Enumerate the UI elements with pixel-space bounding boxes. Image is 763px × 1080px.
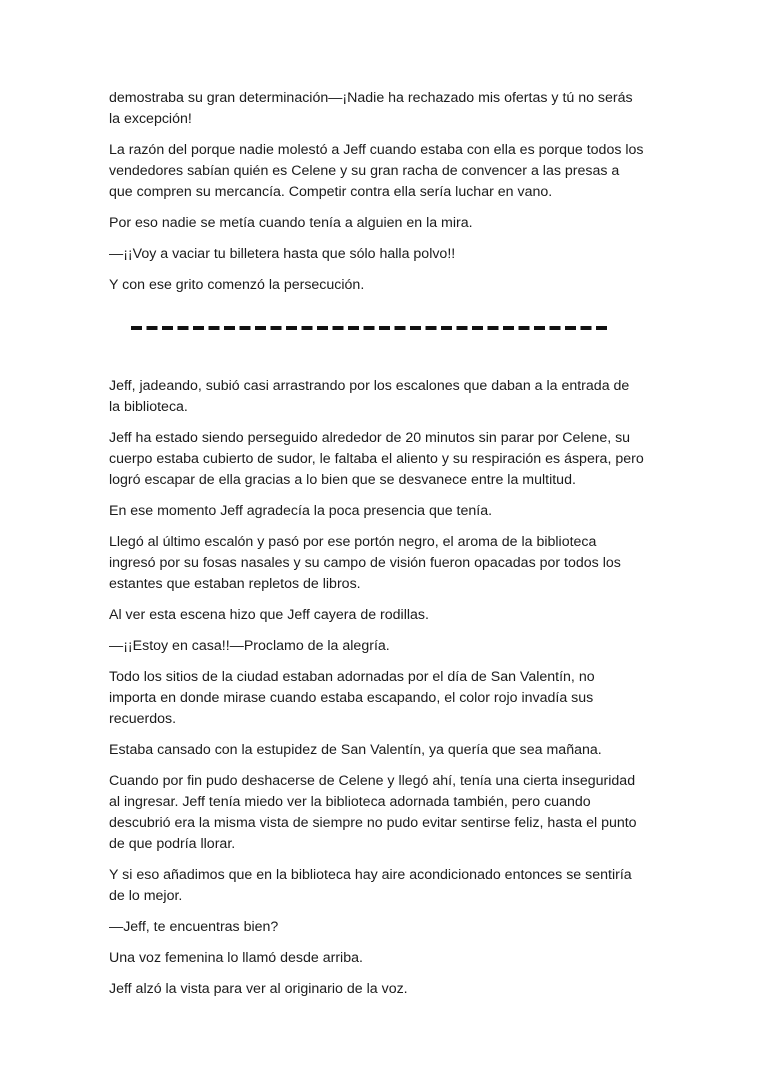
paragraph: demostraba su gran determinación—¡Nadie ha rechazado mis ofertas y tú no serás la excepción!	[109, 90, 633, 127]
paragraph: Todo los sitios de la ciudad estaban adornadas por el día de San Valentín, no importa en donde mirase cuando estaba escapando, el color rojo invadía sus recuerdos.	[109, 669, 595, 727]
paragraph: Llegó al último escalón y pasó por ese portón negro, el aroma de la biblioteca ingresó por su fosas nasales y su campo de visión fueron opacadas por todos los estantes que estaban repletos de libros.	[109, 534, 621, 592]
paragraph: La razón del porque nadie molestó a Jeff cuando estaba con ella es porque todos los vendedores sabían quién es Celene y su gran racha de convencer a las presas a que compren su mercancía. Competir contra ella sería luchar en vano.	[109, 142, 644, 200]
paragraph: —¡¡Estoy en casa!!—Proclamo de la alegría.	[109, 638, 390, 654]
dashed-divider-line	[131, 326, 610, 330]
paragraph: Estaba cansado con la estupidez de San Valentín, ya quería que sea mañana.	[109, 742, 602, 758]
paragraph: Jeff, jadeando, subió casi arrastrando por los escalones que daban a la entrada de la biblioteca.	[109, 378, 630, 415]
paragraph: Y con ese grito comenzó la persecución.	[109, 277, 365, 293]
paragraph: Cuando por fin pudo deshacerse de Celene y llegó ahí, tenía una cierta inseguridad al ingresar. Jeff tenía miedo ver la biblioteca adornada también, pero cuando descubrió era la misma vista de siempre no pudo evitar sentirse feliz, hasta el punto de que podría llorar.	[109, 773, 637, 852]
paragraph: Jeff alzó la vista para ver al originario de la voz.	[109, 981, 408, 997]
paragraph: Por eso nadie se metía cuando tenía a alguien en la mira.	[109, 215, 473, 231]
paragraph: —Jeff, te encuentras bien?	[109, 919, 279, 935]
paragraph: Jeff ha estado siendo perseguido alrededor de 20 minutos sin parar por Celene, su cuerpo estaba cubierto de sudor, le faltaba el aliento y su respiración es áspera, pero logró escapar de ella gracias a lo bien que se desvanece entre la multitud.	[109, 430, 644, 488]
paragraph: Y si eso añadimos que en la biblioteca hay aire acondicionado entonces se sentiría de lo mejor.	[109, 867, 632, 904]
paragraph: En ese momento Jeff agradecía la poca presencia que tenía.	[109, 503, 493, 519]
paragraph: Una voz femenina lo llamó desde arriba.	[109, 950, 363, 966]
document-page	[109, 88, 644, 1010]
paragraph: Al ver esta escena hizo que Jeff cayera de rodillas.	[109, 607, 429, 623]
section-separator	[109, 306, 644, 376]
paragraph: —¡¡Voy a vaciar tu billetera hasta que sólo halla polvo!!	[109, 246, 456, 262]
